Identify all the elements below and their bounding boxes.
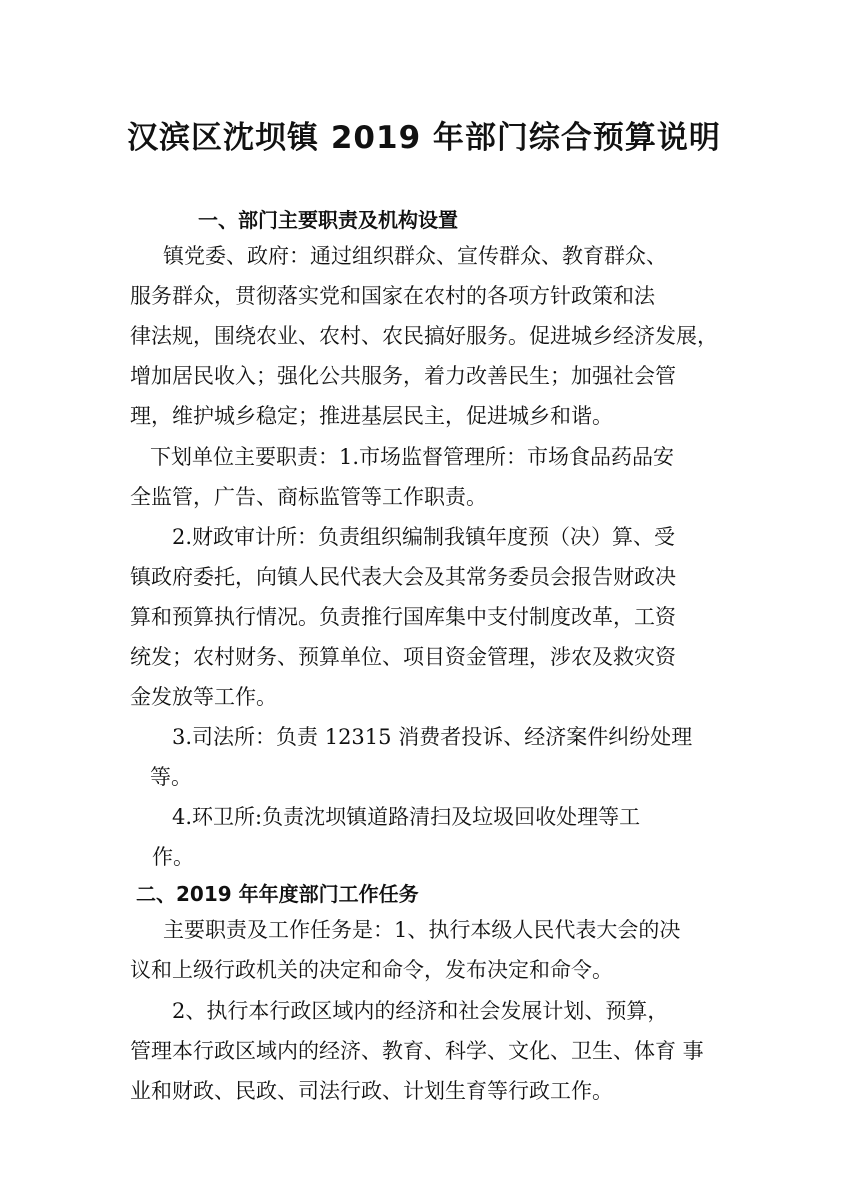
section-2-heading: 二、2019 年年度部门工作任务 — [136, 882, 419, 906]
paragraph-line: 4.环卫所:负责沈坝镇道路清扫及垃圾回收处理等工 — [172, 805, 641, 829]
paragraph-line: 镇党委、政府：通过组织群众、宣传群众、教育群众、 — [163, 244, 667, 268]
document-title: 汉滨区沈坝镇 2019 年部门综合预算说明 — [127, 120, 721, 156]
paragraph-line: 管理本行政区域内的经济、教育、科学、文化、卫生、体育 事 — [130, 1039, 704, 1063]
paragraph-line: 统发；农村财务、预算单位、项目资金管理，涉农及救灾资 — [130, 645, 676, 669]
paragraph-line: 镇政府委托，向镇人民代表大会及其常务委员会报告财政决 — [130, 565, 676, 589]
paragraph-line: 等。 — [150, 765, 192, 789]
paragraph-line: 2.财政审计所：负责组织编制我镇年度预（决）算、受 — [172, 525, 676, 549]
paragraph-line: 律法规，围绕农业、农村、农民搞好服务。促进城乡经济发展， — [130, 324, 718, 348]
paragraph-line: 作。 — [152, 845, 194, 869]
paragraph-line: 全监管，广告、商标监管等工作职责。 — [130, 485, 487, 509]
paragraph-line: 3.司法所：负责 12315 消费者投诉、经济案件纠纷处理 — [172, 725, 693, 749]
paragraph-line: 理，维护城乡稳定；推进基层民主，促进城乡和谐。 — [130, 404, 613, 428]
paragraph-line: 金发放等工作。 — [130, 685, 277, 709]
paragraph-line: 增加居民收入；强化公共服务，着力改善民生；加强社会管 — [130, 364, 676, 388]
paragraph-line: 下划单位主要职责：1.市场监督管理所：市场食品药品安 — [150, 445, 675, 469]
paragraph-line: 2、执行本行政区域内的经济和社会发展计划、预算， — [172, 999, 669, 1023]
section-1-heading: 一、部门主要职责及机构设置 — [198, 208, 458, 232]
paragraph-line: 业和财政、民政、司法行政、计划生育等行政工作。 — [130, 1079, 613, 1103]
paragraph-line: 算和预算执行情况。负责推行国库集中支付制度改革，工资 — [130, 605, 676, 629]
paragraph-line: 服务群众，贯彻落实党和国家在农村的各项方针政策和法 — [130, 284, 655, 308]
paragraph-line: 议和上级行政机关的决定和命令，发布决定和命令。 — [130, 958, 613, 982]
paragraph-line: 主要职责及工作任务是：1、执行本级人民代表大会的决 — [163, 918, 681, 942]
